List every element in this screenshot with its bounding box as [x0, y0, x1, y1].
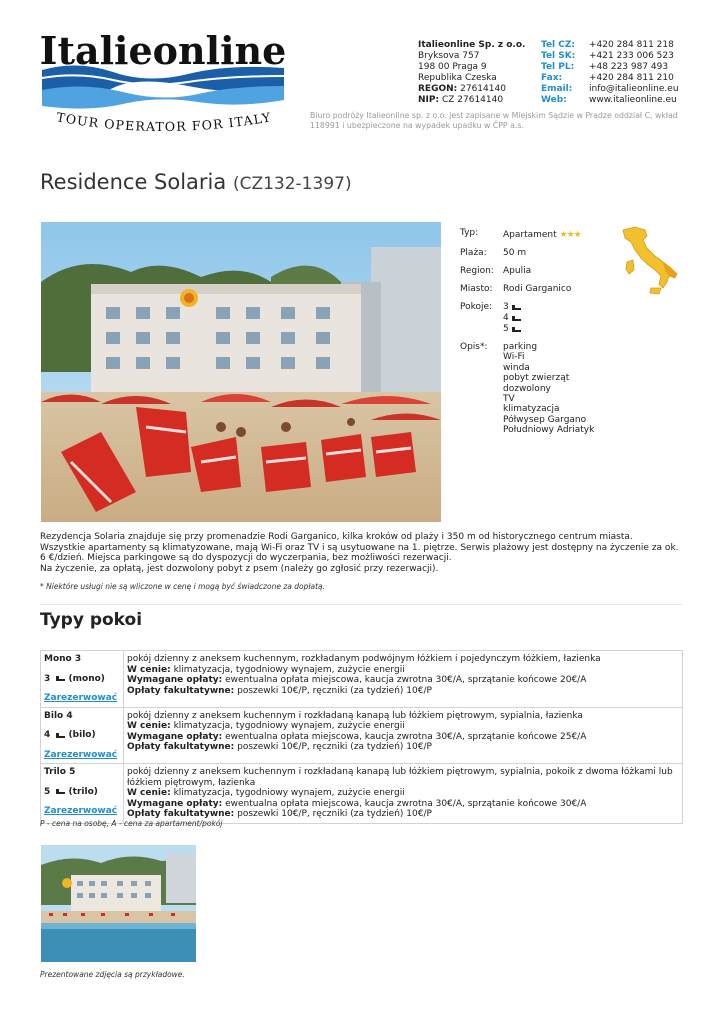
- contact-label: Web:: [541, 95, 567, 105]
- room-description: pokój dzienny z aneksem kuchennym, rozkładanym podwójnym łóżkiem i pojedynczym łóżkiem, łazienka: [127, 654, 601, 664]
- room-description: pokój dzienny z aneksem kuchennym i rozkładaną kanapą lub łóżkiem piętrowym, sypialnia, pokoik z dwoma łóżkami lub łóżkiem piętrowym, łazienka: [127, 767, 673, 788]
- divider: [40, 604, 682, 605]
- reserve-button[interactable]: Zarezerwować: [44, 749, 118, 760]
- company-country: Republika Czeska: [418, 73, 497, 83]
- contact-value: +421 233 006 523: [589, 51, 674, 61]
- feature-item: winda: [503, 362, 530, 373]
- page-title: [40, 170, 352, 194]
- residence-description: Rezydencja Solaria znajduje się przy promenadzie Rodi Garganico, kilka kroków od plaży i 350 m od historycznego centrum miasta. Wszystkie apartamenty są klimatyzowane, mają Wi-Fi oraz TV i są usytuowane na 1. piętrze. Serwis plażowy jest dostępny na życzenie za ok. 6 €/dzień. Miejsca parkingowe są do dyspozycji do wyczerpania, bez możliwości rezerwacji. Na życzenie, za opłatą, jest dozwolony pobyt z psem (należy go zgłosić przy rezerwacji).: [40, 532, 679, 574]
- prop-region: Region: Apulia: [460, 266, 532, 276]
- services-disclaimer: * Niektóre usługi nie są wliczone w cenę i mogą być świadczone za dopłatą.: [40, 582, 326, 591]
- contact-label: Email:: [541, 84, 573, 94]
- bed-icon: [56, 675, 65, 681]
- reserve-button[interactable]: Zarezerwować: [44, 806, 118, 816]
- feature-item: TV: [503, 394, 515, 405]
- bed-icon: [56, 788, 65, 794]
- company-name: Italieonline Sp. z o.o.: [418, 40, 526, 50]
- property-details: [460, 228, 595, 443]
- company-city: 198 00 Praga 9: [418, 62, 487, 72]
- residence-code: (CZ132-1397): [232, 174, 352, 194]
- logo-brand-text: Italieonline: [39, 30, 287, 73]
- prop-features: Opis*: parking Wi-Fi winda pobyt zwierząt dozwolony TV klimatyzacja Półwysep Gargano Południowy Adriatyk: [460, 342, 595, 436]
- room-name: Trilo 5: [44, 767, 76, 777]
- logo-tagline: TOUR OPERATOR FOR ITALY: [55, 109, 273, 135]
- company-legal-note: Biuro podróży Italieonline sp. z o.o. jest zapisane w Miejskim Sądzie w Pradze oddział C, wkład 118991 i ubezpieczone na wypadek upadku w ČPP a.s.: [310, 111, 678, 130]
- room-row: Mono 3 3 (mono) Zarezerwować pokój dzienny z aneksem kuchennym, rozkładanym podwójnym łóżkiem i pojedynczym łóżkiem, łazienka W cenie: klimatyzacja, tygodniowy wynajem, zużycie energii Wymagane opłaty: ewentualna opłata miejscowa, kaucja zwrotna 30€/A, sprzątanie końcowe 20€/A Opłaty fakultatywne: poszewki 10€/P, ręczniki (za tydzień) 10€/P: [41, 651, 683, 708]
- room-row: Bilo 4 4 (bilo) Zarezerwować pokój dzienny z aneksem kuchennym i rozkładaną kanapą lub łóżkiem piętrowym, sypialnia, łazienka W cenie: klimatyzacja, tygodniowy wynajem, zużycie energii Wymagane opłaty: ewentualna opłata miejscowa, kaucja zwrotna 30€/A, sprzątanie końcowe 25€/A Opłaty fakultatywne: poszewki 10€/P, ręczniki (za tydzień) 10€/P: [41, 707, 683, 764]
- feature-item: pobyt zwierząt dozwolony: [503, 373, 570, 394]
- rooms-table: [40, 650, 683, 824]
- residence-name: Residence Solaria: [40, 170, 227, 194]
- feature-item: Południowy Adriatyk: [503, 425, 595, 436]
- thumbnail-photo[interactable]: [41, 845, 196, 962]
- web-link[interactable]: www.italieonline.eu: [589, 95, 677, 105]
- star-rating: ★★★: [559, 230, 581, 240]
- room-name: Bilo 4: [44, 710, 73, 721]
- feature-item: klimatyzacja: [503, 404, 560, 415]
- room-beds: 3 (mono): [44, 673, 105, 684]
- contact-value: +48 223 987 493: [589, 62, 669, 72]
- contact-label: Fax:: [541, 73, 563, 83]
- contact-value: +420 284 811 210: [589, 73, 674, 83]
- prop-city: Miasto: Rodi Garganico: [460, 284, 572, 294]
- rooms-heading: Typy pokoi: [40, 610, 143, 630]
- bed-icon: [512, 315, 521, 321]
- email-link[interactable]: info@italieonline.eu: [589, 84, 679, 94]
- room-beds: 5 (trilo): [44, 786, 98, 797]
- room-description: pokój dzienny z aneksem kuchennym i rozkładaną kanapą lub łóżkiem piętrowym, sypialnia, łazienka: [127, 710, 583, 721]
- photo-caption: Prezentowane zdjęcia są przykładowe.: [40, 970, 185, 979]
- room-row: Trilo 5 5 (trilo) Zarezerwować pokój dzienny z aneksem kuchennym i rozkładaną kanapą lub łóżkiem piętrowym, sypialnia, pokoik z dwoma łóżkami lub łóżkiem piętrowym, łazienka W cenie: klimatyzacja, tygodniowy wynajem, zużycie energii Wymagane opłaty: ewentualna opłata miejscowa, kaucja zwrotna 30€/A, sprzątanie końcowe 30€/A Opłaty fakultatywne: poszewki 10€/P, ręczniki (za tydzień) 10€/P: [41, 764, 683, 824]
- bed-icon: [56, 732, 65, 738]
- bed-icon: [512, 304, 521, 310]
- feature-item: parking: [503, 342, 538, 352]
- prop-rooms: Pokoje: 3 4 5: [460, 302, 595, 335]
- contact-label: Tel PL:: [541, 62, 575, 72]
- feature-item: Wi-Fi: [503, 352, 525, 363]
- room-name: Mono 3: [44, 654, 82, 664]
- reserve-button[interactable]: Zarezerwować: [44, 693, 118, 703]
- contact-label: Tel CZ:: [541, 40, 575, 50]
- feature-item: Półwysep Gargano: [503, 414, 587, 425]
- price-legend: P - cena na osobę, A - cena za apartament/pokój: [40, 819, 223, 828]
- residence-photo: [41, 222, 441, 522]
- company-street: Bryksova 757: [418, 51, 480, 61]
- company-nip: NIP: CZ 27614140: [418, 95, 504, 105]
- company-regon: REGON: 27614140: [418, 84, 506, 94]
- italy-map: [617, 224, 681, 296]
- room-beds: 4 (bilo): [44, 730, 96, 740]
- company-logo: [38, 30, 288, 140]
- bed-icon: [512, 326, 521, 332]
- company-info: [418, 40, 688, 106]
- contact-value: +420 284 811 218: [589, 40, 674, 50]
- contact-label: Tel SK:: [541, 51, 576, 61]
- prop-type: Typ: Apartament ★★★: [460, 228, 581, 240]
- prop-beach: Plaża: 50 m: [460, 248, 527, 258]
